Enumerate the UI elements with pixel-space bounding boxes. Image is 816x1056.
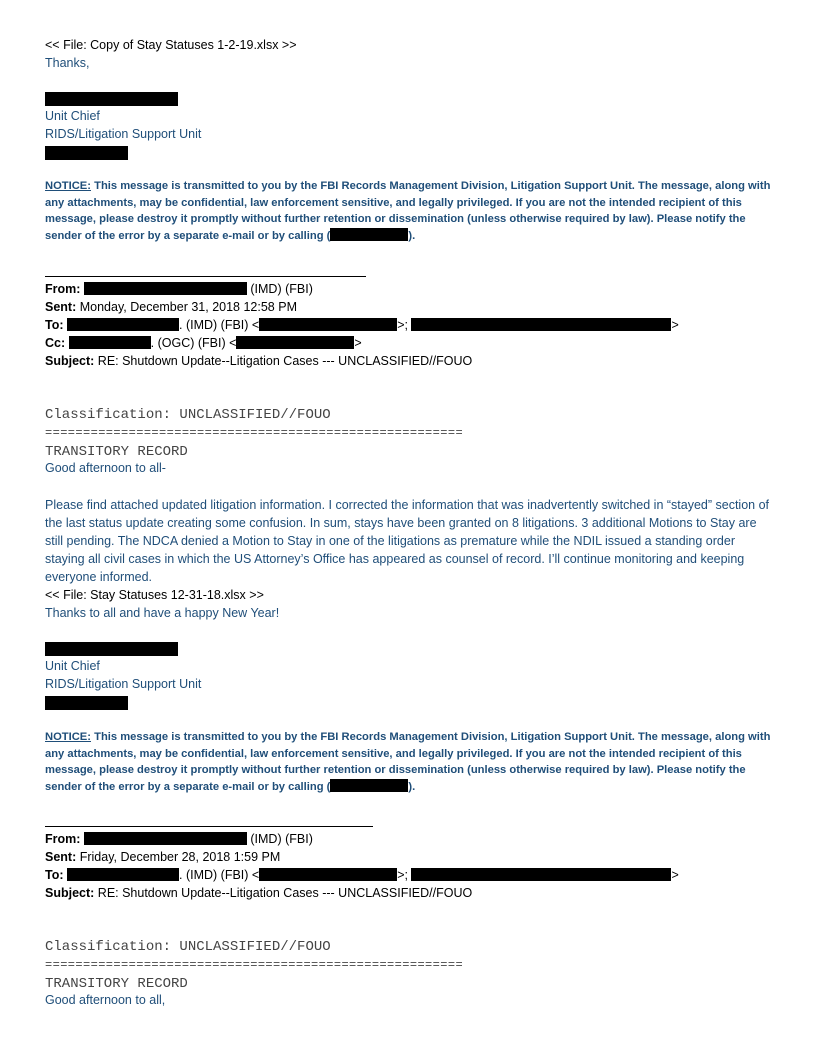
from-line-2 — [45, 830, 313, 848]
closing-line: Thanks to all and have a happy New Year! — [45, 606, 280, 620]
signature-unit: RIDS/Litigation Support Unit — [45, 127, 202, 141]
notice-label-2: NOTICE: — [45, 731, 91, 743]
subject-label: Subject: — [45, 354, 95, 368]
redacted-recipient-3 — [67, 868, 179, 881]
from-suffix-2: (IMD) (FBI) — [246, 832, 313, 846]
to-label: To: — [45, 318, 64, 332]
redacted-recipient — [67, 318, 179, 331]
redacted-phone — [330, 228, 408, 241]
to-mid-2: . (IMD) (FBI) < — [179, 868, 260, 882]
equals-separator: ======================================================= — [45, 426, 464, 440]
notice-paragraph — [45, 178, 773, 244]
attachment-line: << File: Copy of Stay Statuses 1-2-19.xlsx >> — [45, 38, 297, 52]
thanks-line: Thanks, — [45, 56, 90, 70]
greeting-2: Good afternoon to all, — [45, 993, 166, 1007]
sent-line-2 — [45, 848, 280, 866]
redacted-email-2 — [259, 868, 397, 881]
sent-label: Sent: — [45, 300, 77, 314]
redacted-sender — [84, 282, 247, 295]
body-paragraph: Please find attached updated litigation information. I corrected the information that was inadvertently switched in “stayed” section of the last status update creating some confusion. In sum, stays have been granted on 8 litigations. 3 additional Motions to Stay are still pending. The NDCA denied a Motion to Stay in one of the litigations as premature while the NDIL issued a standing order staying all civil cases in which the US Attorney’s Office has appeared as counsel of record. I’ll continue monitoring and keeping everyone informed. — [45, 498, 770, 584]
redacted-recipient-4 — [411, 868, 671, 881]
subject-label-2: Subject: — [45, 886, 95, 900]
to-end: > — [671, 318, 679, 332]
notice-text: This message is transmitted to you by the FBI Records Management Division, Litigation Support Unit. The message, along with any attachments, may be confidential, law enforcement sensitive, and legally privileged. If you are not the intended recipient of this message, please destroy it promptly without further retention or dissemination (unless otherwise required by law). Please notify the sender of the error by a separate e-mail or by calling ( — [45, 180, 771, 242]
from-suffix: (IMD) (FBI) — [246, 282, 313, 296]
redacted-cc — [69, 336, 151, 349]
to-label-2: To: — [45, 868, 64, 882]
greeting: Good afternoon to all- — [45, 461, 166, 475]
notice-paragraph-2 — [45, 729, 773, 795]
transitory-record: TRANSITORY RECORD — [45, 444, 188, 460]
signature-title-2: Unit Chief — [45, 659, 100, 673]
notice-text-2: This message is transmitted to you by the FBI Records Management Division, Litigation Support Unit. The message, along with any attachments, may be confidential, law enforcement sensitive, and legally privileged. If you are not the intended recipient of this message, please destroy it promptly without further retention or dissemination (unless otherwise required by law). Please notify the sender of the error by a separate e-mail or by calling ( — [45, 731, 771, 793]
equals-separator-2: ======================================================= — [45, 958, 464, 972]
cc-label: Cc: — [45, 336, 66, 350]
sent-value-2: Friday, December 28, 2018 1:59 PM — [76, 850, 281, 864]
from-line — [45, 280, 313, 298]
signature-title: Unit Chief — [45, 109, 100, 123]
to-sep: >; — [397, 318, 412, 332]
redacted-name — [45, 92, 178, 106]
header-separator — [45, 276, 366, 277]
subject-value: RE: Shutdown Update--Litigation Cases --- UNCLASSIFIED//FOUO — [94, 354, 473, 368]
cc-line — [45, 334, 362, 352]
sent-value: Monday, December 31, 2018 12:58 PM — [76, 300, 297, 314]
cc-end: > — [354, 336, 362, 350]
notice-end-2: ). — [408, 780, 416, 793]
redacted-cc-email — [236, 336, 354, 349]
classification-line: Classification: UNCLASSIFIED//FOUO — [45, 407, 331, 423]
to-line-2 — [45, 866, 679, 884]
signature-unit-2: RIDS/Litigation Support Unit — [45, 677, 202, 691]
redacted-email — [259, 318, 397, 331]
header-separator-2 — [45, 826, 373, 827]
from-label: From: — [45, 282, 81, 296]
to-end-2: > — [671, 868, 679, 882]
redacted-name-2 — [45, 642, 178, 656]
to-line — [45, 316, 679, 334]
to-mid: . (IMD) (FBI) < — [179, 318, 260, 332]
redacted-contact — [45, 146, 128, 160]
subject-value-2: RE: Shutdown Update--Litigation Cases --- UNCLASSIFIED//FOUO — [94, 886, 473, 900]
redacted-sender-2 — [84, 832, 247, 845]
redacted-contact-2 — [45, 696, 128, 710]
notice-label: NOTICE: — [45, 180, 91, 192]
from-label-2: From: — [45, 832, 81, 846]
subject-line — [45, 352, 472, 370]
subject-line-2 — [45, 884, 472, 902]
sent-label-2: Sent: — [45, 850, 77, 864]
redacted-recipient-2 — [411, 318, 671, 331]
notice-end: ). — [408, 229, 416, 242]
sent-line — [45, 298, 297, 316]
classification-line-2: Classification: UNCLASSIFIED//FOUO — [45, 939, 331, 955]
cc-mid: . (OGC) (FBI) < — [150, 336, 237, 350]
to-sep-2: >; — [397, 868, 412, 882]
transitory-record-2: TRANSITORY RECORD — [45, 976, 188, 992]
attachment-line-2: << File: Stay Statuses 12-31-18.xlsx >> — [45, 588, 264, 602]
redacted-phone-2 — [330, 779, 408, 792]
